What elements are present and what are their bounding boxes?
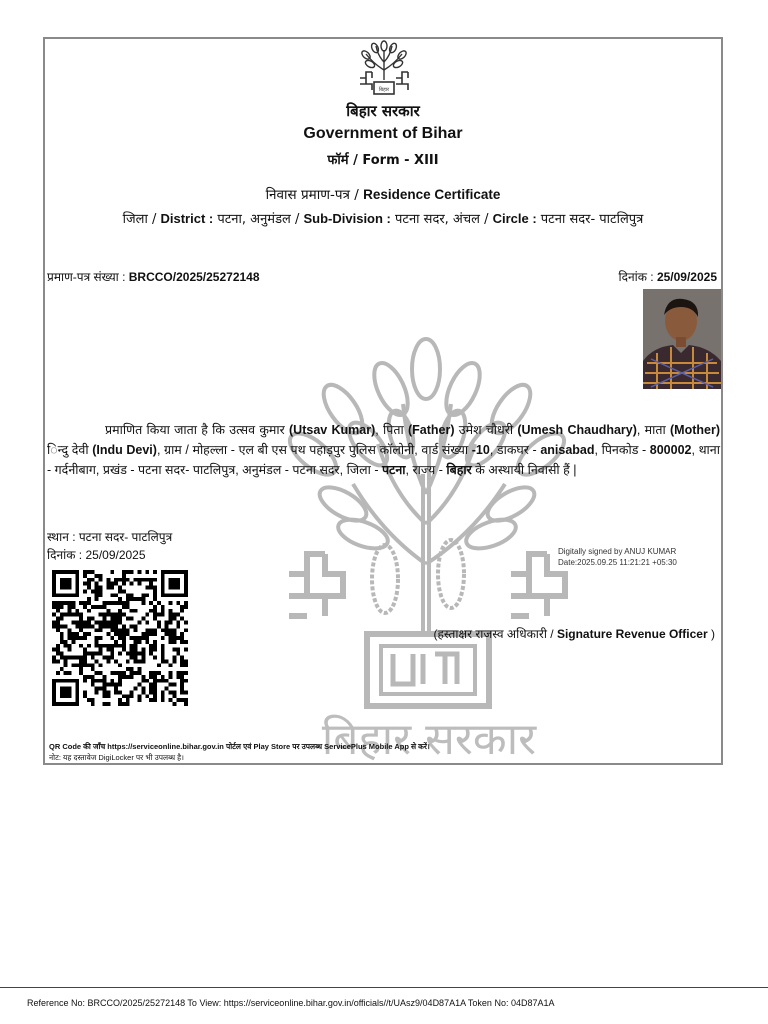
certificate-date-label: दिनांक : xyxy=(618,270,657,284)
body-text: , डाकघर - xyxy=(489,443,541,457)
bihar-emblem-watermark-icon xyxy=(283,334,575,774)
footer-reference: Reference No: BRCCO/2025/25272148 To View: https://serviceonline.bihar.gov.in/officials//t/UAsz9/04D87A1A Token No: 04D87A1A xyxy=(27,998,555,1008)
district-label-hindi: जिला / xyxy=(122,212,161,227)
father-name: (Umesh Chaudhary) xyxy=(517,423,637,437)
notes xyxy=(49,741,430,763)
body-text: , थाना - xyxy=(47,443,720,477)
certificate-date-value: 25/09/2025 xyxy=(656,270,717,284)
body-text: उमेश चौधरी xyxy=(454,423,518,437)
form-number: फॉर्म / Form - XIII xyxy=(327,153,439,168)
circle-value: पटना सदर- पाटलिपुत्र xyxy=(536,212,644,227)
post-office: anisabad xyxy=(540,443,595,457)
ward-number: -10 xyxy=(471,443,490,457)
qr-verification-note: QR Code की जाँच https://serviceonline.bihar.gov.in पोर्टल एवं Play Store पर उपलब्ध ServicePlus Mobile App से करें। xyxy=(49,742,430,751)
certificate-title-hindi: निवास प्रमाण-पत्र / xyxy=(265,187,364,203)
body-text: , वार्ड संख्या xyxy=(414,443,472,457)
district: पटना xyxy=(381,463,406,477)
officer-label-hindi: (हस्ताक्षर राजस्व अधिकारी / xyxy=(433,627,557,641)
body-text: प्रमाणित किया जाता है कि उत्सव कुमार xyxy=(105,423,290,437)
locality: एल बी एस पथ पहाड़पुर पुलिस कॉलोनी xyxy=(238,443,415,457)
subdivision-label: Sub-Division : xyxy=(303,211,391,226)
state-name-english: Government of Bihar xyxy=(303,125,463,142)
certificate-title xyxy=(45,185,721,203)
applicant-name: (Utsav Kumar) xyxy=(289,423,376,437)
bihar-emblem-bodhi-tree-icon xyxy=(356,40,412,98)
digital-signature xyxy=(558,546,677,568)
circle-label: Circle : xyxy=(492,211,537,226)
certificate-number-value: BRCCO/2025/25272148 xyxy=(128,270,260,284)
place-date-line: दिनांक : 25/09/2025 xyxy=(47,548,146,562)
district-label: District : xyxy=(160,211,214,226)
state: बिहार xyxy=(446,463,472,477)
pincode: 800002 xyxy=(649,443,692,457)
body-text: के अस्थायी निवासी हैं | xyxy=(471,463,577,477)
subdivision-value: पटना सदर, अंचल / xyxy=(390,212,493,227)
location-line xyxy=(45,209,721,227)
mother-name: (Indu Devi) xyxy=(92,443,157,457)
digital-signature-signer: Digitally signed by ANUJ KUMAR xyxy=(558,547,677,556)
body-text: , पिनकोड - xyxy=(594,443,650,457)
body-text: , जिला - xyxy=(339,463,382,477)
officer-label-close: ) xyxy=(707,627,715,641)
subdivision: पटना सदर xyxy=(292,463,340,477)
certificate-number-label: प्रमाण-पत्र संख्या : xyxy=(47,270,129,284)
body-text: , पिता xyxy=(375,423,408,437)
emblem-text: बिहार xyxy=(378,87,390,93)
signature-officer xyxy=(434,625,716,642)
body-text: , ग्राम / मोहल्ला - xyxy=(156,443,239,457)
place-line: स्थान : पटना सदर- पाटलिपुत्र xyxy=(47,530,173,544)
police-station: गर्दनीबाग xyxy=(54,463,96,477)
body-text: , अनुमंडल - xyxy=(235,463,293,477)
body-text: िन्दु देवी xyxy=(47,443,93,457)
block: पटना सदर- पाटलिपुत्र xyxy=(138,463,236,477)
body-text: , माता xyxy=(636,423,670,437)
body-text: , प्रखंड - xyxy=(95,463,138,477)
certificate-body xyxy=(47,420,720,480)
body-text: , राज्य - xyxy=(405,463,447,477)
watermark-text: बिहार सरकार xyxy=(321,714,537,765)
certificate-number xyxy=(47,268,260,285)
digital-signature-date: Date:2025.09.25 11:21:21 +05:30 xyxy=(558,558,677,567)
applicant-photo xyxy=(643,289,721,389)
certificate-date xyxy=(618,268,717,285)
qr-code xyxy=(52,568,188,708)
mother-label: (Mother) xyxy=(670,423,720,437)
footer-divider xyxy=(0,987,768,988)
officer-label-english: Signature Revenue Officer xyxy=(556,627,708,641)
digilocker-note: नोट: यह दस्तावेज DigiLocker पर भी उपलब्ध है। xyxy=(49,753,184,762)
certificate-title-english: Residence Certificate xyxy=(363,187,501,202)
certificate-frame xyxy=(43,37,723,765)
father-label: (Father) xyxy=(407,423,455,437)
district-value: पटना, अनुमंडल / xyxy=(213,212,304,227)
state-name-hindi: बिहार सरकार xyxy=(346,102,420,120)
